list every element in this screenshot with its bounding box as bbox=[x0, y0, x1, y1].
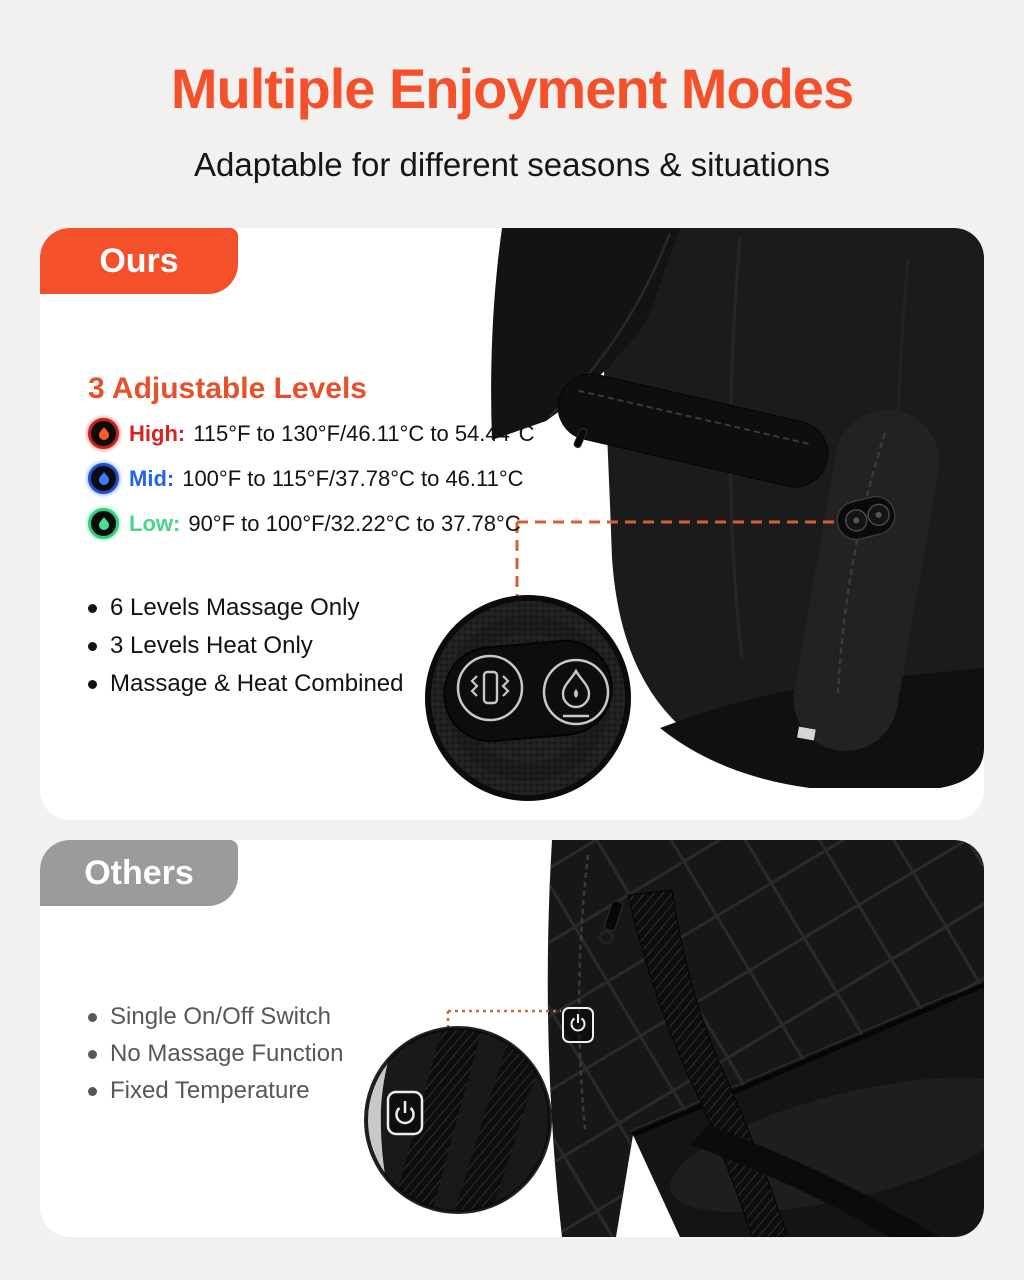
flame-icon-red bbox=[88, 418, 119, 449]
page-subtitle: Adaptable for different seasons & situations bbox=[194, 146, 830, 183]
power-button-on-seat bbox=[563, 1008, 593, 1042]
heat-levels-list bbox=[88, 418, 535, 553]
power-switch-zoom-detail bbox=[365, 1028, 550, 1219]
ours-feature-item: Massage & Heat Combined bbox=[88, 670, 403, 698]
ours-feature-item: 3 Levels Heat Only bbox=[88, 632, 403, 660]
level-label-low: Low: bbox=[129, 510, 181, 536]
flame-icon-green bbox=[88, 508, 119, 539]
level-row-low bbox=[88, 508, 535, 539]
page-title: Multiple Enjoyment Modes bbox=[170, 57, 854, 120]
ours-badge bbox=[40, 228, 238, 294]
ours-card bbox=[40, 228, 984, 820]
flame-icon-blue bbox=[88, 463, 119, 494]
ours-feature-list bbox=[88, 594, 403, 708]
others-feature-list bbox=[88, 1003, 343, 1114]
others-badge bbox=[40, 840, 238, 906]
others-feature-item: No Massage Function bbox=[88, 1040, 343, 1068]
others-card bbox=[40, 840, 984, 1237]
power-button-magnified bbox=[388, 1092, 422, 1134]
level-range-high: 115°F to 130°F/46.11°C to 54.44°C bbox=[193, 420, 535, 446]
others-feature-item: Fixed Temperature bbox=[88, 1077, 343, 1105]
level-label-mid: Mid: bbox=[129, 465, 175, 491]
ours-badge-label: Ours bbox=[99, 241, 179, 280]
adjustable-levels-heading: 3 Adjustable Levels bbox=[88, 372, 367, 405]
others-feature-item: Single On/Off Switch bbox=[88, 1003, 343, 1031]
level-range-mid: 100°F to 115°F/37.78°C to 46.11°C bbox=[182, 465, 524, 491]
level-row-high bbox=[88, 418, 535, 449]
ours-feature-item: 6 Levels Massage Only bbox=[88, 594, 403, 622]
level-range-low: 90°F to 100°F/32.22°C to 37.78°C bbox=[188, 510, 521, 536]
others-badge-label: Others bbox=[84, 853, 194, 892]
quilted-cushion-photo bbox=[548, 840, 984, 1237]
level-label-high: High: bbox=[129, 420, 186, 446]
level-row-mid bbox=[88, 463, 535, 494]
control-zoom-detail bbox=[428, 598, 628, 798]
